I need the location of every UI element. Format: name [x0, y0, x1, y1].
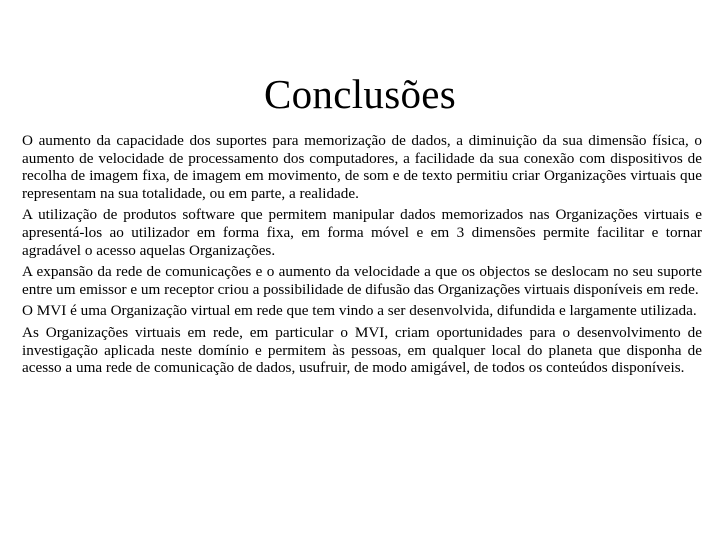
paragraph: A utilização de produtos software que permitem manipular dados memorizados nas Organizações virtuais e apresentá-los ao utilizador em forma fixa, em forma móvel e em 3 dimensões permite facilitar e tornar agradável o acesso aquelas Organizações. [22, 206, 702, 259]
slide-title: Conclusões [263, 71, 457, 117]
paragraph: O MVI é uma Organização virtual em rede que tem vindo a ser desenvolvida, difundida e largamente utilizada. [22, 302, 697, 320]
paragraph: O aumento da capacidade dos suportes para memorização de dados, a diminuição da sua dimensão física, o aumento de velocidade de processamento dos computadores, a facilidade da sua conexão com dispositivos de recolha de imagem fixa, de imagem em movimento, de som e de texto permitiu criar Organizações virtuais que representam na sua totalidade, ou em parte, a realidade. [22, 132, 702, 202]
paragraph: As Organizações virtuais em rede, em particular o MVI, criam oportunidades para o desenvolvimento de investigação aplicada neste domínio e permitem às pessoas, em qualquer local do planeta que disponha de acesso a uma rede de comunicação de dados, usufruir, de modo amigável, de todos os conteúdos disponíveis. [22, 323, 702, 377]
paragraph: A expansão da rede de comunicações e o aumento da velocidade a que os objectos se deslocam no seu suporte entre um emissor e um receptor criou a possibilidade de difusão das Organizações virtuais disponíveis em rede. [22, 263, 702, 298]
slide-body [22, 132, 702, 381]
